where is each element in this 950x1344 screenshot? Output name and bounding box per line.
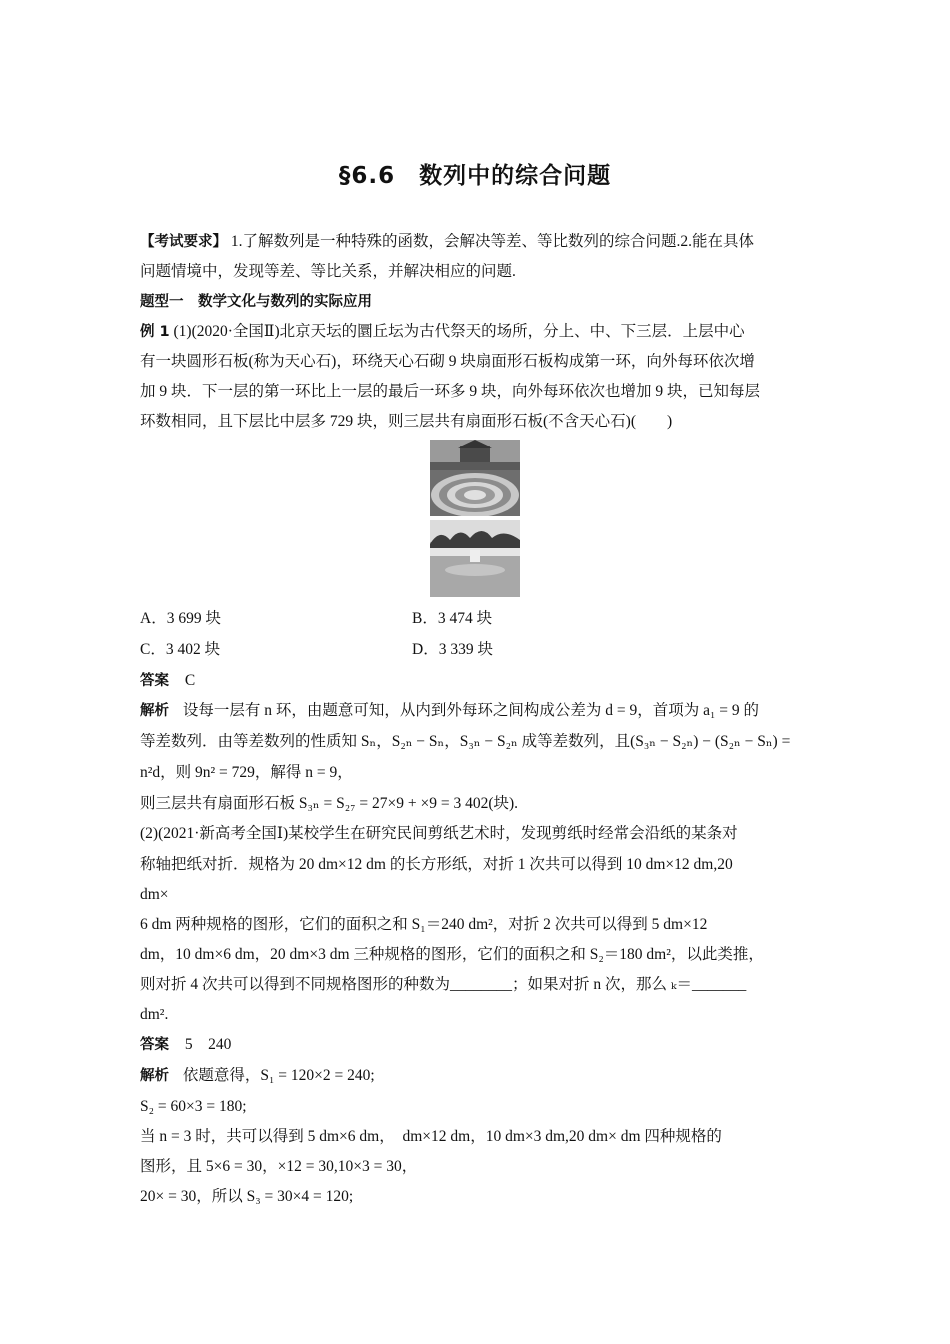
option-d: D．3 339 块 xyxy=(412,641,493,658)
section-heading: 题型一 数学文化与数列的实际应用 xyxy=(140,294,372,310)
temple-of-heaven-photo xyxy=(430,440,520,597)
page-title: §6.6 数列中的综合问题 xyxy=(338,163,612,189)
option-a: A．3 699 块 xyxy=(140,610,221,627)
example1-text-1: (1)(2020·全国Ⅱ)北京天坛的圜丘坛为古代祭天的场所，分上、中、下三层．上层中心 xyxy=(173,323,745,340)
option-b: B．3 474 块 xyxy=(412,610,493,627)
analysis2-line-3: 当 n = 3 时，共可以得到 5 dm×6 dm， dm×12 dm，10 dm×3 dm,20 dm× dm 四种规格的 xyxy=(140,1128,722,1145)
analysis1-text-1: 设每一层有 n 环，由题意可知，从内到外每环之间构成公差为 d = 9，首项为 a₁ = 9 的 xyxy=(182,702,760,719)
problem2-line-2: 称轴把纸对折．规格为 20 dm×12 dm 的长方形纸，对折 1 次共可以得到 10 dm×12 dm,20 xyxy=(140,856,733,873)
analysis2-line-2: S₂ = 60×3 = 180; xyxy=(140,1098,247,1115)
answer2-line xyxy=(140,1035,231,1055)
analysis2-line-1 xyxy=(140,1066,375,1086)
problem2-line-3: dm× xyxy=(140,886,169,903)
answer2-value: 5 240 xyxy=(184,1036,232,1053)
problem2-line-6: 则对折 4 次共可以得到不同规格图形的种数为________；如果对折 n 次，那么 ₖ＝_______ xyxy=(140,976,747,993)
analysis1-line-3: n²d，则 9n² = 729，解得 n = 9， xyxy=(140,764,353,781)
problem2-line-1: (2)(2021·新高考全国Ⅰ)某校学生在研究民间剪纸艺术时，发现剪纸时经常会沿纸的某条对 xyxy=(140,825,738,842)
analysis1-label: 解析 xyxy=(140,703,169,719)
example1-label: 例 1 xyxy=(140,324,170,340)
analysis2-line-4: 图形，且 5×6 = 30，×12 = 30,10×3 = 30， xyxy=(140,1158,418,1175)
exam-requirements-line-1 xyxy=(140,232,754,252)
example1-line-3: 加 9 块．下一层的第一环比上一层的最后一环多 9 块，向外每环依次也增加 9 块，已知每层 xyxy=(140,383,761,400)
answer1-label: 答案 xyxy=(140,673,169,689)
exam-requirements-label: 【考试要求】 xyxy=(140,234,227,250)
analysis2-line-5: 20× = 30，所以 S₃ = 30×4 = 120; xyxy=(140,1188,354,1205)
exam-requirements-text-1: 1.了解数列是一种特殊的函数，会解决等差、等比数列的综合问题.2.能在具体 xyxy=(230,233,755,250)
option-c: C．3 402 块 xyxy=(140,641,221,658)
answer1-value: C xyxy=(184,672,196,689)
analysis2-text-1: 依题意得，S₁ = 120×2 = 240; xyxy=(182,1067,375,1084)
analysis1-line-1 xyxy=(140,701,759,721)
analysis1-line-4: 则三层共有扇面形石板 S₃ₙ = S₂₇ = 27×9 + ×9 = 3 402(块). xyxy=(140,795,519,812)
example1-line-2: 有一块圆形石板(称为天心石)，环绕天心石砌 9 块扇面形石板构成第一环，向外每环依次增 xyxy=(140,353,755,370)
exam-requirements-line-2: 问题情境中，发现等差、等比关系，并解决相应的问题. xyxy=(140,263,516,280)
answer2-label: 答案 xyxy=(140,1037,169,1053)
problem2-line-7: dm². xyxy=(140,1006,169,1023)
analysis2-label: 解析 xyxy=(140,1068,169,1084)
problem2-line-4: 6 dm 两种规格的图形，它们的面积之和 S₁＝240 dm²，对折 2 次共可以得到 5 dm×12 xyxy=(140,916,708,933)
example1-line-4: 环数相同，且下层比中层多 729 块，则三层共有扇面形石板(不含天心石)( ) xyxy=(140,413,673,430)
analysis1-line-2: 等差数列．由等差数列的性质知 Sₙ，S₂ₙ − Sₙ，S₃ₙ − S₂ₙ 成等差数列，且(S₃ₙ − S₂ₙ) − (S₂ₙ − Sₙ) = xyxy=(140,733,791,750)
example1-line-1 xyxy=(140,322,745,342)
problem2-line-5: dm，10 dm×6 dm，20 dm×3 dm 三种规格的图形，它们的面积之和 S₂＝180 dm²，以此类推， xyxy=(140,946,764,963)
answer1-line xyxy=(140,671,195,691)
